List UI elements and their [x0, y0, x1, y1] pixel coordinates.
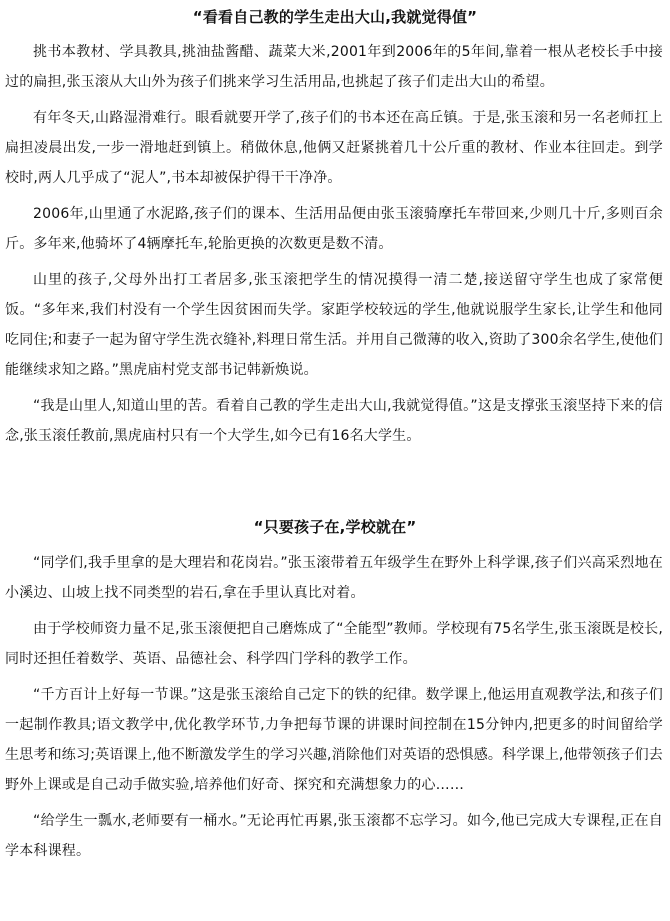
paragraph: “给学生一瓢水,老师要有一桶水。”无论再忙再累,张玉滚都不忘学习。如今,他已完成大专课程,正在自学本科课程。 [5, 813, 663, 859]
paragraph: 2006年,山里通了水泥路,孩子们的课本、生活用品便由张玉滚骑摩托车带回来,少则几十斤,多则百余斤。多年来,他骑坏了4辆摩托车,轮胎更换的次数更是数不清。 [5, 206, 663, 252]
section-title-1: “看看自己教的学生走出大山,我就觉得值” [192, 8, 478, 26]
paragraph: 山里的孩子,父母外出打工者居多,张玉滚把学生的情况摸得一清二楚,接送留守学生也成了家常便饭。“多年来,我们村没有一个学生因贫困而失学。家距学校较远的学生,他就说服学生家长,让学生和他同吃同住;和妻子一起为留守学生洗衣缝补,料理日常生活。并用自己微薄的收入,资助了300余名学生,使他们能继续求知之路。”黑虎庙村党支部书记韩新焕说。 [5, 272, 663, 378]
section-title-2: “只要孩子在,学校就在” [253, 518, 417, 536]
paragraph: 有年冬天,山路湿滑难行。眼看就要开学了,孩子们的书本还在高丘镇。于是,张玉滚和另一名老师扛上扁担凌晨出发,一步一滑地赶到镇上。稍做休息,他俩又赶紧挑着几十公斤重的教材、作业本往回走。到学校时,两人几乎成了“泥人”,书本却被保护得干干净净。 [5, 110, 663, 186]
paragraph: “我是山里人,知道山里的苦。看着自己教的学生走出大山,我就觉得值。”这是支撑张玉滚坚持下来的信念,张玉滚任教前,黑虎庙村只有一个大学生,如今已有16名大学生。 [5, 398, 663, 444]
paragraph: “同学们,我手里拿的是大理岩和花岗岩。”张玉滚带着五年级学生在野外上科学课,孩子们兴高采烈地在小溪边、山坡上找不同类型的岩石,拿在手里认真比对着。 [5, 555, 663, 601]
section-body-2 [5, 548, 663, 872]
section-body-1 [5, 37, 663, 457]
paragraph: 挑书本教材、学具教具,挑油盐酱醋、蔬菜大米,2001年到2006年的5年间,靠着一根从老校长手中接过的扁担,张玉滚从大山外为孩子们挑来学习生活用品,也挑起了孩子们走出大山的希望。 [5, 44, 663, 90]
paragraph: “千方百计上好每一节课。”这是张玉滚给自己定下的铁的纪律。数学课上,他运用直观教学法,和孩子们一起制作教具;语文教学中,优化教学环节,力争把每节课的讲课时间控制在15分钟内,把更多的时间留给学生思考和练习;英语课上,他不断激发学生的学习兴趣,消除他们对英语的恐惧感。科学课上,他带领孩子们去野外上课或是自己动手做实验,培养他们好奇、探究和充满想象力的心…… [5, 687, 663, 793]
paragraph: 由于学校师资力量不足,张玉滚便把自己磨炼成了“全能型”教师。学校现有75名学生,张玉滚既是校长,同时还担任着数学、英语、品德社会、科学四门学科的教学工作。 [5, 621, 663, 667]
